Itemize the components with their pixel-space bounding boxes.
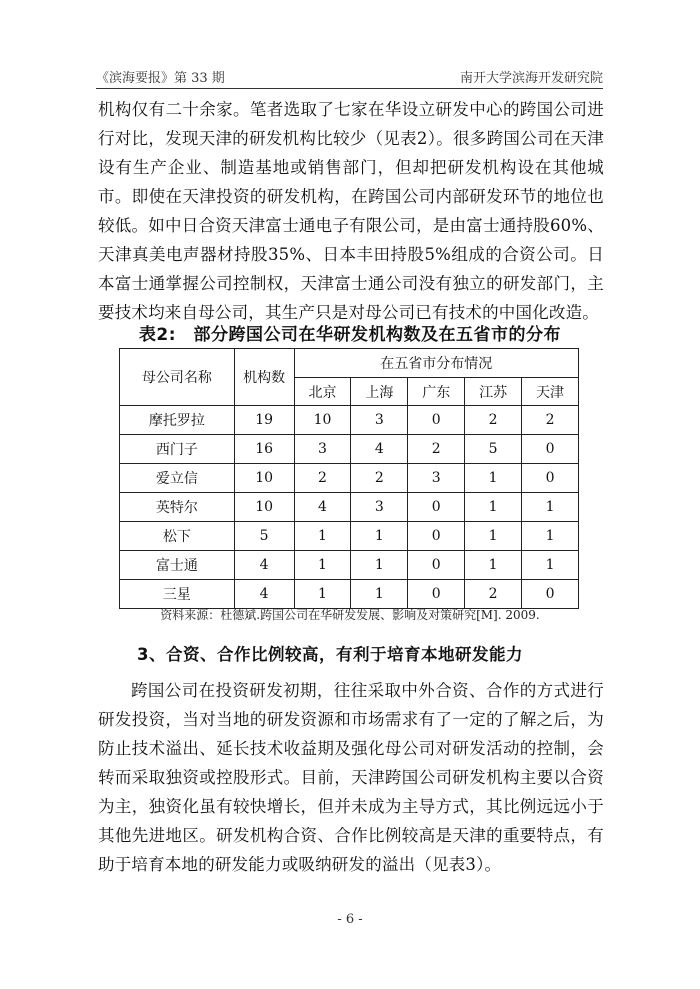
region-value-cell: 1 [465, 522, 522, 551]
region-value-cell: 2 [465, 580, 522, 609]
header-region: 天津 [522, 378, 579, 406]
count-cell: 10 [234, 493, 294, 522]
section-heading: 3、合资、合作比例较高，有利于培育本地研发能力 [137, 645, 523, 664]
rd-distribution-table [119, 348, 579, 609]
header-count: 机构数 [234, 349, 294, 406]
count-cell: 4 [234, 551, 294, 580]
body-paragraph-1: 机构仅有二十余家。笔者选取了七家在华设立研发中心的跨国公司进行对比，发现天津的研发机构比较少（见表2）。很多跨国公司在天津设有生产企业、制造基地或销售部门，但却把研发机构设在其他城市。即使在天津投资的研发机构，在跨国公司内部研发环节的地位也较低。如中日合资天津富士通电子有限公司，是由富士通持股60%、天津真美电声器材持股35%、日本丰田持股5%组成的合资公司。日本富士通掌握公司控制权，天津富士通公司没有独立的研发部门，主要技术均来自母公司，其生产只是对母公司已有技术的中国化改造。 [98, 100, 604, 322]
region-value-cell: 1 [294, 551, 351, 580]
header-institute: 南开大学滨海开发研究院 [459, 71, 603, 86]
table-source-note: 资料来源：杜德斌.跨国公司在华研发发展、影响及对策研究[M]. 2009. [160, 608, 540, 622]
region-value-cell: 0 [408, 522, 465, 551]
company-name-cell: 摩托罗拉 [120, 406, 235, 435]
region-value-cell: 0 [522, 435, 579, 464]
region-value-cell: 3 [294, 435, 351, 464]
region-value-cell: 1 [522, 522, 579, 551]
company-name-cell: 松下 [120, 522, 235, 551]
region-value-cell: 1 [522, 551, 579, 580]
header-journal-title: 《滨海要报》第 33 期 [96, 71, 225, 86]
region-value-cell: 0 [522, 580, 579, 609]
region-value-cell: 1 [294, 580, 351, 609]
region-value-cell: 2 [351, 464, 408, 493]
company-name-cell: 英特尔 [120, 493, 235, 522]
region-value-cell: 0 [408, 551, 465, 580]
count-cell: 16 [234, 435, 294, 464]
company-name-cell: 爱立信 [120, 464, 235, 493]
region-value-cell: 1 [351, 580, 408, 609]
region-value-cell: 4 [294, 493, 351, 522]
region-value-cell: 10 [294, 406, 351, 435]
region-value-cell: 2 [294, 464, 351, 493]
header-region: 江苏 [465, 378, 522, 406]
region-value-cell: 1 [351, 522, 408, 551]
region-value-cell: 0 [408, 580, 465, 609]
header-region: 北京 [294, 378, 351, 406]
region-value-cell: 2 [408, 435, 465, 464]
table-row [120, 406, 579, 435]
region-value-cell: 0 [408, 493, 465, 522]
company-name-cell: 三星 [120, 580, 235, 609]
region-value-cell: 0 [522, 464, 579, 493]
region-value-cell: 3 [351, 493, 408, 522]
header-region-group: 在五省市分布情况 [294, 349, 578, 378]
company-name-cell: 西门子 [120, 435, 235, 464]
table-row [120, 464, 579, 493]
region-value-cell: 1 [522, 493, 579, 522]
header-region: 上海 [351, 378, 408, 406]
table-row [120, 493, 579, 522]
company-name-cell: 富士通 [120, 551, 235, 580]
region-value-cell: 1 [294, 522, 351, 551]
region-value-cell: 3 [408, 464, 465, 493]
region-value-cell: 1 [465, 551, 522, 580]
region-value-cell: 4 [351, 435, 408, 464]
count-cell: 19 [234, 406, 294, 435]
region-value-cell: 3 [351, 406, 408, 435]
region-value-cell: 5 [465, 435, 522, 464]
page-number: - 6 - [337, 912, 363, 927]
table-row [120, 551, 579, 580]
table-row [120, 522, 579, 551]
count-cell: 10 [234, 464, 294, 493]
header-company: 母公司名称 [120, 349, 235, 406]
region-value-cell: 2 [522, 406, 579, 435]
header-region: 广东 [408, 378, 465, 406]
page-header [96, 64, 603, 89]
count-cell: 5 [234, 522, 294, 551]
region-value-cell: 0 [408, 406, 465, 435]
table-row [120, 435, 579, 464]
table-row [120, 580, 579, 609]
region-value-cell: 1 [465, 493, 522, 522]
body-paragraph-2: 跨国公司在投资研发初期，往往采取中外合资、合作的方式进行研发投资，当对当地的研发资源和市场需求有了一定的了解之后，为防止技术溢出、延长技术收益期及强化母公司对研发活动的控制，会转而采取独资或控股形式。目前，天津跨国公司研发机构主要以合资为主，独资化虽有较快增长，但并未成为主导方式，其比例远远小于其他先进地区。研发机构合资、合作比例较高是天津的重要特点，有助于培育本地的研发能力或吸纳研发的溢出（见表3）。 [98, 681, 604, 874]
table-title: 表2: 部分跨国公司在华研发机构数及在五省市的分布 [138, 325, 562, 345]
count-cell: 4 [234, 580, 294, 609]
region-value-cell: 2 [465, 406, 522, 435]
region-value-cell: 1 [351, 551, 408, 580]
region-value-cell: 1 [465, 464, 522, 493]
